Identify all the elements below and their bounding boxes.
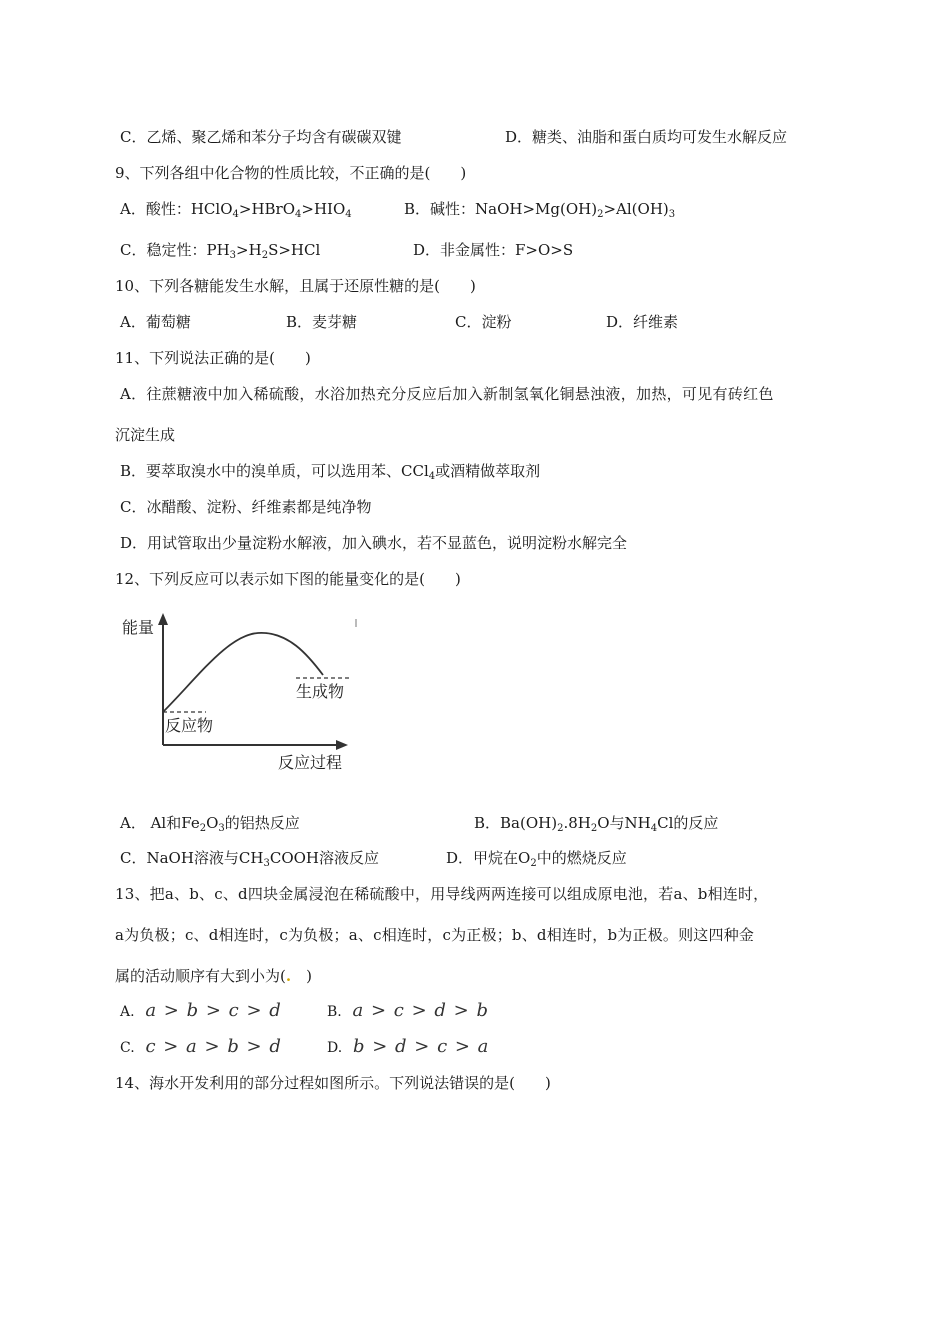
q9-a-text: A．酸性：HClO [120, 200, 233, 218]
q9-a-sub3: 4 [345, 209, 352, 220]
q9-a-text2: >HBrO [238, 200, 296, 218]
q13-c-math: c > a > b > d [145, 1036, 282, 1057]
product-label: 生成物 [296, 682, 345, 701]
q11-option-c: C．冰醋酸、淀粉、纤维素都是纯净物 [120, 498, 372, 516]
q10-option-d: D．纤维素 [606, 313, 679, 331]
q12-c-text: C．NaOH溶液与CH [120, 849, 264, 867]
q12-c-sub1: 3 [263, 858, 270, 869]
q12-option-d [446, 848, 627, 874]
energy-axis-x-arrow [336, 740, 348, 750]
q13-c-label: C. [120, 1040, 135, 1056]
q12-option-b [474, 813, 718, 839]
q12-b-text2: .8H [563, 814, 591, 832]
q13-d-math: b > d > c > a [352, 1036, 490, 1057]
energy-axis-x-label: 反应过程 [278, 753, 343, 772]
q12-a-text2: O [206, 814, 219, 832]
q11-stem: 11、下列说法正确的是( ) [115, 349, 311, 367]
q9-b-text2: >Al(OH) [603, 200, 669, 218]
q13-stem-line2: a为负极；c、d相连时，c为负极；a、c相连时，c为正极；b、d相连时，b为正极。则这四种金 [115, 926, 755, 944]
q12-b-sub2: 2 [590, 823, 598, 834]
q10-stem: 10、下列各糖能发生水解，且属于还原性糖的是( ) [115, 277, 476, 295]
q9-option-a [120, 199, 352, 225]
q13-b-math: a > c > d > b [352, 1000, 489, 1021]
q13-option-a [120, 1001, 282, 1022]
q9-b-text: B．碱性：NaOH>Mg(OH) [404, 200, 598, 218]
q9-b-sub2: 3 [668, 209, 676, 220]
q12-a-text3: 的铝热反应 [224, 814, 300, 832]
q12-d-sub1: 2 [530, 858, 537, 869]
q13-a-label: A. [120, 1004, 135, 1020]
q11-b-sub1: 4 [428, 471, 436, 482]
q9-option-d: D．非金属性：F>O>S [413, 241, 574, 259]
q12-d-text2: 中的燃烧反应 [536, 849, 627, 867]
q9-c-sub2: 2 [261, 250, 269, 261]
q12-d-text: D．甲烷在O [446, 849, 531, 867]
q12-stem: 12、下列反应可以表示如下图的能量变化的是( ) [115, 570, 461, 588]
q9-c-text2: >H [236, 241, 262, 259]
q13-dot-mark: . [285, 967, 292, 985]
q13-stem-text: 属的活动顺序有大到小为( [115, 967, 286, 985]
q9-a-sub1: 4 [232, 209, 239, 220]
energy-diagram [118, 607, 378, 777]
q12-b-text4: Cl的反应 [657, 814, 719, 832]
q11-option-a-line2: 沉淀生成 [115, 426, 176, 444]
q8-option-d: D．糖类、油脂和蛋白质均可发生水解反应 [505, 128, 788, 146]
q12-a-sub1: 2 [199, 823, 207, 834]
q12-c-text2: COOH溶液反应 [269, 849, 380, 867]
q12-a-sub2: 3 [218, 823, 225, 834]
q10-option-a: A．葡萄糖 [120, 313, 191, 331]
q12-b-text3: O与NH [597, 814, 651, 832]
q13-stem-line3 [115, 966, 312, 986]
q9-b-sub1: 2 [597, 209, 604, 220]
q14-stem: 14、海水开发利用的部分过程如图所示。下列说法错误的是( ) [115, 1074, 551, 1092]
reactant-label: 反应物 [165, 716, 214, 735]
q9-option-b [404, 199, 675, 225]
energy-axis-y-label: 能量 [122, 618, 155, 637]
q9-c-text: C．稳定性：PH [120, 241, 230, 259]
q13-option-c [120, 1037, 282, 1058]
q11-option-d: D．用试管取出少量淀粉水解液，加入碘水，若不显蓝色，说明淀粉水解完全 [120, 534, 628, 552]
energy-axis-y-arrow [158, 613, 168, 625]
q13-option-d [327, 1037, 489, 1058]
q12-b-sub3: 4 [650, 823, 658, 834]
q12-option-c [120, 848, 379, 874]
q11-b-text2: 或酒精做萃取剂 [435, 462, 541, 480]
q11-option-b [120, 461, 540, 487]
q13-a-math: a > b > c > d [145, 1000, 282, 1021]
q10-option-c: C．淀粉 [455, 313, 512, 331]
q13-d-label: D. [327, 1040, 343, 1056]
q13-stem-close: ) [291, 967, 312, 985]
q9-option-c [120, 240, 320, 266]
q13-option-b [327, 1001, 489, 1022]
q12-b-sub1: 2 [557, 823, 564, 834]
q9-c-text3: S>HCl [268, 241, 321, 259]
q11-option-a-line1: A．往蔗糖液中加入稀硫酸，水浴加热充分反应后加入新制氢氧化铜悬浊液，加热，可见有砖红色 [120, 385, 774, 403]
q9-a-text3: >HIO [301, 200, 346, 218]
q12-b-text: B．Ba(OH) [474, 814, 558, 832]
q9-c-sub1: 3 [229, 250, 237, 261]
q12-option-a [120, 813, 300, 839]
q10-option-b: B．麦芽糖 [286, 313, 358, 331]
q13-stem-line1: 13、把a、b、c、d四块金属浸泡在稀硫酸中，用导线两两连接可以组成原电池，若a、b相连时， [115, 885, 769, 903]
q11-b-text: B．要萃取溴水中的溴单质，可以选用苯、CCl [120, 462, 429, 480]
q9-stem: 9、下列各组中化合物的性质比较，不正确的是( ) [115, 164, 467, 182]
q8-option-c: C．乙烯、聚乙烯和苯分子均含有碳碳双键 [120, 128, 402, 146]
q9-a-sub2: 4 [295, 209, 302, 220]
q12-a-text: A． Al和Fe [120, 814, 200, 832]
q13-b-label: B. [327, 1004, 342, 1020]
